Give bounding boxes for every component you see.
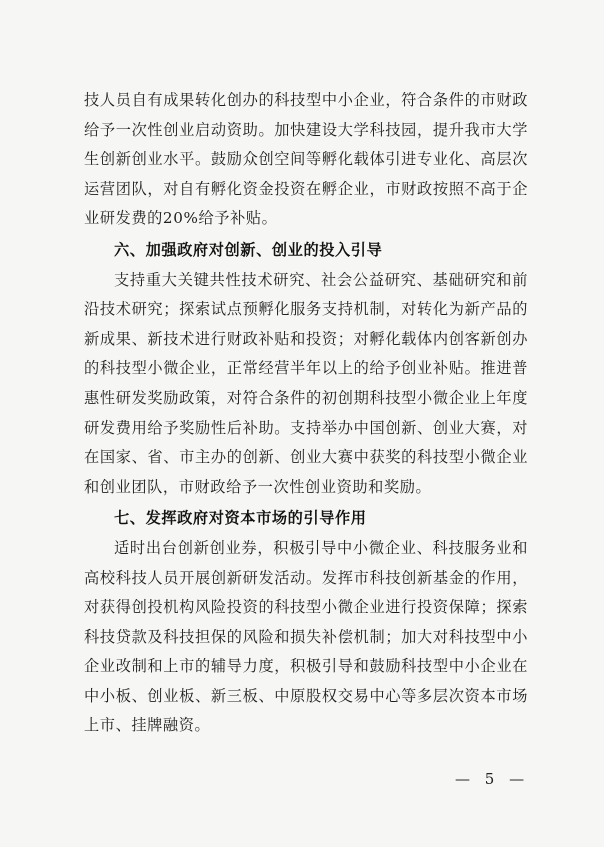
page-number-value: 5 — [484, 770, 497, 788]
page-number-dash-left: — — [455, 770, 472, 788]
document-body — [84, 86, 528, 741]
page-number — [455, 770, 526, 788]
paragraph-section-seven: 适时出台创新创业券，积极引导中小微企业、科技服务业和高校科技人员开展创新研发活动。发挥市科技创新基金的作用，对获得创投机构风险投资的科技型小微企业进行投资保障；探索科技贷款及科技担保的风险和损失补偿机制；加大对科技型中小企业改制和上市的辅导力度，积极引导和鼓励科技型中小企业在中小板、创业板、新三板、中原股权交易中心等多层次资本市场上市、挂牌融资。 — [84, 538, 528, 735]
paragraph-section-six: 支持重大关键共性技术研究、社会公益研究、基础研究和前沿技术研究；探索试点预孵化服务支持机制，对转化为新产品的新成果、新技术进行财政补贴和投资；对孵化载体内创客新创办的科技型小微企业，正常经营半年以上的给予创业补贴。推进普惠性研发奖励政策，对符合条件的初创期科技型小微企业上年度研发费用给予奖励性后补助。支持举办中国创新、创业大赛，对在国家、省、市主办的创新、创业大赛中获奖的科技型小微企业和创业团队，市财政给予一次性创业资助和奖励。 — [84, 270, 528, 496]
paragraph-continuation: 技人员自有成果转化创办的科技型中小企业，符合条件的市财政给予一次性创业启动资助。加快建设大学科技园，提升我市大学生创新创业水平。鼓励众创空间等孵化载体引进专业化、高层次运营团队，对自有孵化资金投资在孵企业，市财政按照不高于企业研发费的20%给予补贴。 — [84, 91, 528, 228]
page-number-dash-right: — — [509, 770, 527, 788]
section-heading-seven: 七、发挥政府对资本市场的引导作用 — [114, 509, 367, 528]
section-heading-six: 六、加强政府对创新、创业的投入引导 — [114, 240, 383, 259]
